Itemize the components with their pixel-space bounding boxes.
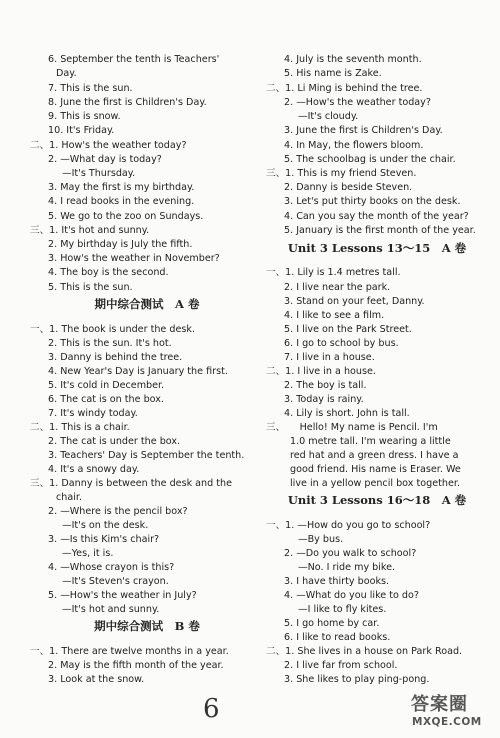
answer-line: 2. May is the fifth month of the year. [48,660,224,671]
answer-line: 3. I have thirty books. [284,576,390,587]
answer-line: 3. Let's put thirty books on the desk. [284,196,461,207]
answer-line: 1.0 metre tall. I'm wearing a little [290,436,451,447]
answer-line: 4. In May, the flowers bloom. [284,140,424,151]
answer-line: 二、1. I live in a house. [266,366,376,377]
answer-line: 4. The boy is the second. [48,267,169,278]
answer-line: 5. January is the first month of the year. [284,225,476,236]
answer-line: 5. —How's the weather in July? [48,590,197,601]
answer-line: 4. —Whose crayon is this? [48,562,175,573]
answer-line: 二、1. Li Ming is behind the tree. [266,83,423,94]
answer-line: 2. —Where is the pencil box? [48,506,188,517]
answer-line: live in a yellow pencil box together. [290,478,460,489]
watermark-logo: 答案圈 [411,694,468,715]
answer-line: —By bus. [298,534,344,545]
answer-line: 三、1. Danny is between the desk and the [30,478,233,489]
answer-line: 3. June the first is Children's Day. [284,125,443,136]
answer-line: 2. —Do you walk to school? [284,548,417,559]
section-heading: 期中综合测试 A 卷 [94,297,200,311]
answer-line: 4. I like to see a film. [284,310,385,321]
answer-line: 4. —What do you like to do? [284,590,419,601]
answer-line: 3. Stand on your feet, Danny. [284,296,425,307]
answer-line: 二、1. How's the weather today? [30,140,187,151]
answer-line: 二、1. This is a chair. [30,422,130,433]
answer-line: —It's Thursday. [62,168,136,179]
answer-line: 4. It's a snowy day. [48,464,140,475]
answer-line: 5. I go home by car. [284,618,380,629]
answer-line: 2. Danny is beside Steven. [284,182,413,193]
answer-line: 2. This is the sun. It's hot. [48,338,172,349]
answer-line: 2. The boy is tall. [284,380,367,391]
answer-line: —No. I ride my bike. [298,562,396,573]
answer-line: 7. This is the sun. [48,83,133,94]
answer-line: 3. May the first is my birthday. [48,182,195,193]
answer-line: 6. I like to read books. [284,632,391,643]
answer-line: 4. Lily is short. John is tall. [284,408,410,419]
answer-line: 6. September the tenth is Teachers' [48,54,220,65]
answer-line: 2. —What day is today? [48,154,162,165]
answer-line: 5. I live on the Park Street. [284,324,412,335]
answer-line: chair. [56,492,83,503]
answer-line: 4. New Year's Day is January the first. [48,366,228,377]
answer-line: —It's cloudy. [298,111,359,122]
answer-line: —It's on the desk. [62,520,149,531]
section-heading: Unit 3 Lessons 13～15 A 卷 [287,241,467,255]
answer-line: 3. Today is rainy. [284,394,364,405]
answer-line: 3. Danny is behind the tree. [48,352,183,363]
answer-line: —It's hot and sunny. [62,604,160,615]
answer-line: —Yes, it is. [62,548,114,559]
answer-line: 2. I live near the park. [284,282,391,293]
section-heading: Unit 3 Lessons 16～18 A 卷 [287,493,467,507]
answer-line: 5. It's cold in December. [48,380,165,391]
answer-line: 三、 Hello! My name is Pencil. I'm [266,422,438,433]
answer-line: 7. I live in a house. [284,352,375,363]
answer-line: 二、1. She lives in a house on Park Road. [266,646,463,657]
answer-line: 4. I read books in the evening. [48,196,195,207]
answer-line: 5. This is the sun. [48,282,133,293]
answer-line: 3. Look at the snow. [48,674,145,685]
answer-line: 5. His name is Zake. [284,68,382,79]
answer-line: 3. She likes to play ping-pong. [284,674,430,685]
answer-line: 4. Can you say the month of the year? [284,211,469,222]
answer-line: 9. This is snow. [48,111,121,122]
answer-line: 一、1. The book is under the desk. [30,324,195,335]
answer-line: 4. July is the seventh month. [284,54,422,65]
answer-line: 2. My birthday is July the fifth. [48,239,193,250]
answer-line: 三、1. This is my friend Steven. [266,168,417,179]
answer-line: 一、1. Lily is 1.4 metres tall. [266,267,401,278]
answer-line: 2. —How's the weather today? [284,97,431,108]
answer-line: 三、1. It's hot and sunny. [30,225,150,236]
answer-line: red hat and a green dress. I have a [290,450,459,461]
answer-line: 2. I live far from school. [284,660,398,671]
answer-line: 3. How's the weather in November? [48,253,220,264]
answer-line: 3. Teachers' Day is September the tenth. [48,450,245,461]
answer-line: 5. We go to the zoo on Sundays. [48,211,204,222]
answer-line: —I like to fly kites. [298,604,387,615]
answer-line: 6. The cat is on the box. [48,394,164,405]
answer-line: Day. [56,68,77,79]
section-heading: 期中综合测试 B 卷 [94,619,200,633]
answer-line: 2. The cat is under the box. [48,436,181,447]
answer-line: 6. I go to school by bus. [284,338,399,349]
answer-line: —It's Steven's crayon. [62,576,169,587]
answer-line: 一、1. There are twelve months in a year. [30,646,229,657]
answer-line: 8. June the first is Children's Day. [48,97,207,108]
answer-line: 10. It's Friday. [48,125,115,136]
page-number: 6 [203,694,220,724]
answer-line: 7. It's windy today. [48,408,138,419]
watermark-url: MXQE.COM [412,716,482,728]
answer-line: good friend. His name is Eraser. We [290,464,461,475]
answer-line: 3. —Is this Kim's chair? [48,534,160,545]
answer-line: 5. The schoolbag is under the chair. [284,154,456,165]
answer-line: 一、1. —How do you go to school? [266,520,431,531]
